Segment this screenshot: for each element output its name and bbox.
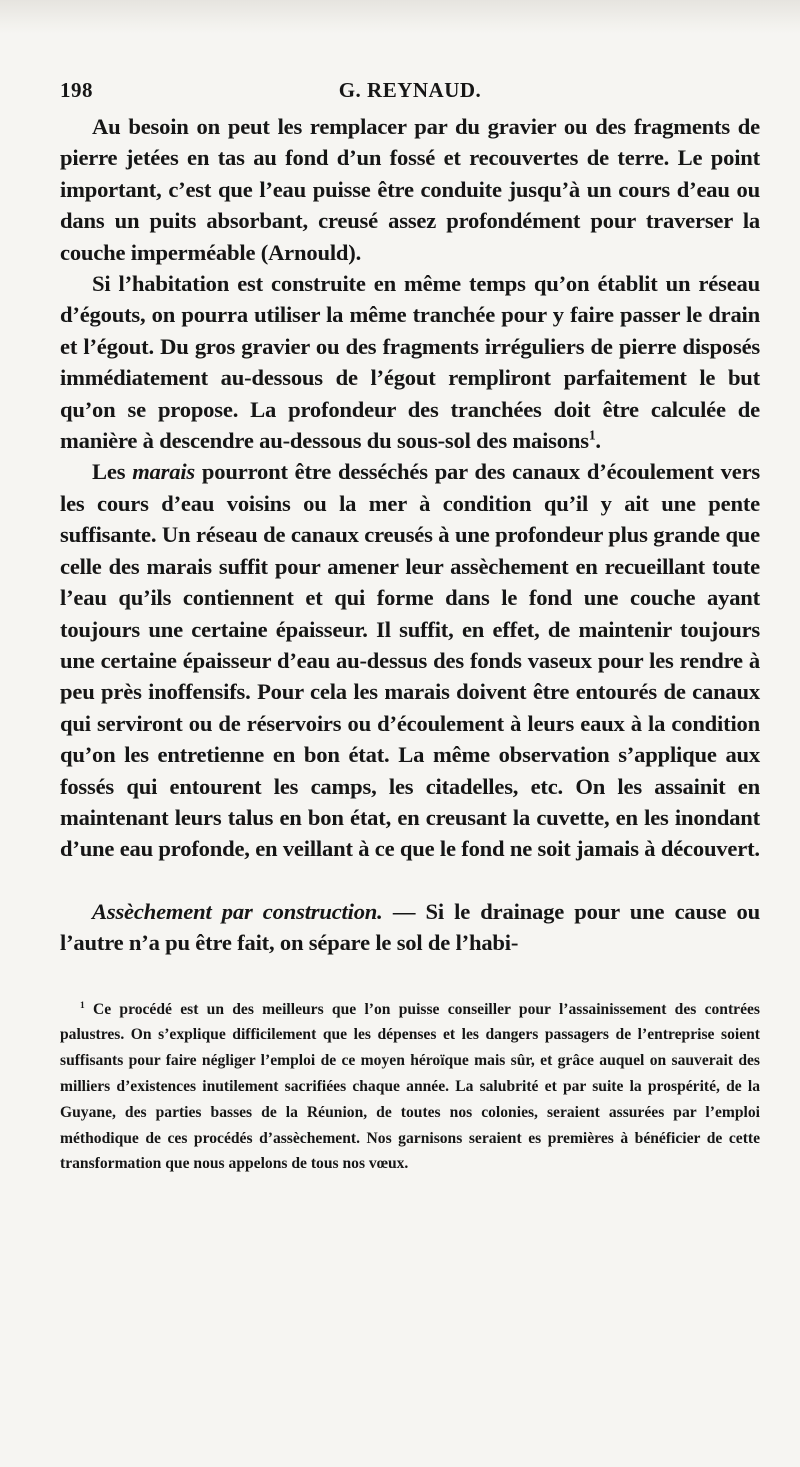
- paragraph-3-text: pourront être desséchés par des canaux d’écoulement vers les cours d’eau voisins ou la mer à condition qu’il y ait une pente suffisante. Un réseau de canaux creusés à une profondeur plus grande que celle des marais suffit pour amener leur assèchement en recueillant toute l’eau qu’ils contiennent et qui forme dans le fond une couche ayant toujours une certaine épaisseur. Il suffit, en effet, de maintenir toujours une certaine épaisseur d’eau au-dessus des fonds vaseux pour les rendre à peu près inoffensifs. Pour cela les marais doivent être entourés de canaux qui serviront ou de réservoirs ou d’écoulement à leurs eaux à la condition qu’on les entretienne en bon état. La même observation s’applique aux fossés qui entourent les camps, les citadelles, etc. On les assainit en maintenant leurs talus en bon état, en creusant la cuvette, en les inondant d’une eau profonde, en veillant à ce que le fond ne soit jamais à découvert.: [60, 459, 760, 862]
- footnote-reference: 1: [588, 427, 596, 443]
- paragraph-4-text: — Si le drainage pour une cause ou l’autre n’a pu être fait, on sépare le sol de l’habi-: [60, 898, 760, 956]
- footnotes: [60, 997, 760, 1178]
- paragraph-2: [60, 268, 760, 456]
- paragraph-4: [60, 896, 760, 959]
- footnote-marker: 1: [80, 1000, 85, 1011]
- main-text: [60, 111, 760, 959]
- page-number: 198: [60, 78, 93, 102]
- page-header: [60, 78, 760, 108]
- paragraph-1-text: Au besoin on peut les remplacer par du gravier ou des fragments de pierre jetées en tas au fond d’un fossé et recouvertes de terre. Le point important, c’est que l’eau puisse être conduite jusqu’à un cours d’eau ou dans un puits absorbant, creusé assez profondément pour traverser la couche imperméable (Arnould).: [60, 114, 760, 265]
- footnote-text: Ce procédé est un des meilleurs que l’on puisse conseiller pour l’assainissement des contrées palustres. On s’explique difficilement que les dépenses et les dangers passagers de l’entreprise soient suffisants pour faire négliger l’emploi de ce moyen héroïque mais sûr, et grâce auquel on sauverait des milliers d’existences inutilement sacrifiées chaque année. La salubrité et par suite la prospérité, de la Guyane, des parties basses de la Réunion, de toutes nos colonies, seraient assurées par l’emploi méthodique de ces procédés d’assèchement. Nos garnisons seraient es premières à bénéficier de cette transformation que nous appelons de tous nos vœux.: [60, 1000, 760, 1173]
- book-page: [60, 78, 760, 1177]
- paragraph-3: [60, 456, 760, 864]
- paragraph-2-end: .: [595, 428, 601, 454]
- paragraph-2-text: Si l’habitation est construite en même temps qu’on établit un réseau d’égouts, on pourra utiliser la même tranchée pour y faire passer le drain et l’égout. Du gros gravier ou des fragments irréguliers de pierre disposés immédiatement au-dessous de l’égout rempliront parfaitement le but qu’on se propose. La profondeur des tranchées doit être calculée de manière à descendre au-dessous du sous-sol des maisons: [60, 271, 760, 454]
- section-title: Assèchement par construction.: [92, 898, 383, 924]
- paragraph-1: [60, 111, 760, 268]
- footnote-1: [60, 997, 760, 1178]
- running-head: G. REYNAUD.: [338, 78, 482, 102]
- paragraph-3-lead: Les: [92, 459, 133, 485]
- emphasis-marais: marais: [132, 459, 196, 485]
- page-top-shade: [0, 0, 800, 34]
